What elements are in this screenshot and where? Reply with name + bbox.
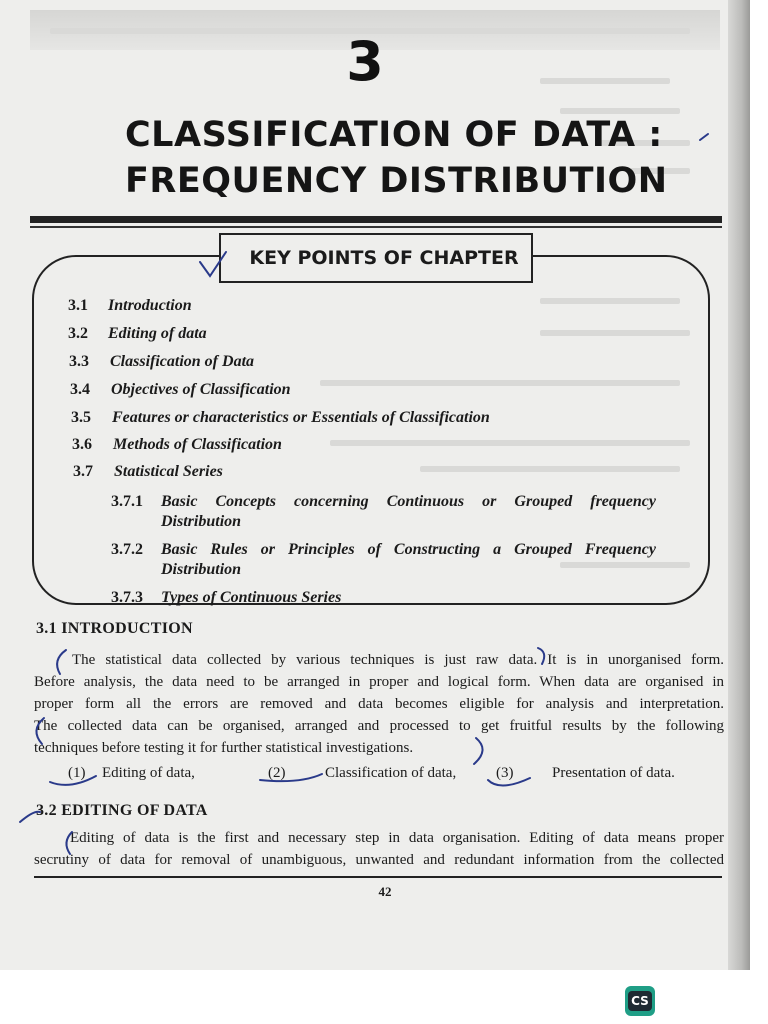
chapter-title-line-1: CLASSIFICATION OF DATA : [125, 115, 663, 155]
toc-text-continued: Distribution [161, 561, 242, 578]
paragraph-line: The statistical data collected by various techniques is just raw data. It is in unorganised form. [72, 652, 724, 668]
toc-number: 3.7.3 [111, 589, 143, 606]
toc-number: 3.4 [70, 381, 90, 398]
list-text: Editing of data, [102, 765, 195, 781]
paragraph-line: Before analysis, the data need to be arranged in proper and logical form. When data are organised in [34, 674, 724, 690]
toc-number: 3.7 [73, 463, 93, 480]
paragraph-line: techniques before testing it for further statistical investigations. [34, 740, 414, 756]
toc-text: Features or characteristics or Essentials of Classification [112, 409, 490, 426]
toc-text: Classification of Data [110, 353, 255, 370]
toc-text: Objectives of Classification [111, 381, 291, 398]
list-text: Presentation of data. [552, 765, 675, 781]
toc-number: 3.5 [71, 409, 91, 426]
toc-text-continued: Distribution [161, 513, 242, 530]
toc-number: 3.7.2 [111, 541, 143, 558]
underline-3 [488, 778, 530, 786]
paragraph-line: secrutiny of data for removal of unambiguous, unwanted and redundant information from the collected [34, 852, 724, 868]
scanner-logo-icon [625, 986, 655, 1016]
toc-number: 3.3 [69, 353, 89, 370]
bracket-data [538, 648, 544, 664]
list-text: Classification of data, [325, 765, 457, 781]
tick-mark-key-points [200, 252, 226, 276]
toc-text: Introduction [108, 297, 192, 314]
toc-text: Types of Continuous Series [161, 589, 342, 606]
scanner-logo-text: CS [628, 991, 652, 1011]
list-number: (1) [68, 765, 86, 781]
underline-1 [50, 776, 96, 785]
page-edge-shadow [728, 0, 750, 970]
key-points-label: KEY POINTS OF CHAPTER [219, 233, 533, 283]
page-number: 42 [378, 884, 392, 899]
bracket-close [474, 738, 483, 764]
list-number: (3) [496, 765, 514, 781]
toc-number: 3.7.1 [111, 493, 143, 510]
bracket-open-1 [57, 650, 66, 674]
underline-2 [260, 774, 322, 781]
toc-text: Basic Rules or Principles of Constructing a Grouped Frequency [161, 541, 656, 558]
chapter-title-line-2: FREQUENCY DISTRIBUTION [125, 161, 668, 201]
list-number: (2) [268, 765, 286, 781]
chapter-number: 3 [346, 30, 384, 93]
section-heading-introduction: 3.1 INTRODUCTION [36, 620, 193, 637]
bracket-open-2 [36, 718, 44, 744]
toc-number: 3.1 [68, 297, 88, 314]
mark-section-2 [20, 812, 40, 822]
paragraph-line: Editing of data is the first and necessary step in data organisation. Editing of data means proper [70, 830, 724, 846]
paragraph-line: The collected data can be organised, arranged and processed to get fruitful results by the following [34, 718, 724, 734]
toc-text: Methods of Classification [113, 436, 282, 453]
toc-number: 3.2 [68, 325, 88, 342]
toc-text: Statistical Series [114, 463, 223, 480]
tick-mark-title [700, 134, 708, 140]
toc-text: Editing of data [108, 325, 207, 342]
bracket-open-3 [66, 832, 72, 854]
toc-text: Basic Concepts concerning Continuous or Grouped frequency [161, 493, 656, 510]
toc-number: 3.6 [72, 436, 92, 453]
paragraph-line: proper form all the errors are removed and data becomes eligible for analysis and interpretation. [34, 696, 724, 712]
section-heading-editing: 3.2 EDITING OF DATA [36, 802, 208, 819]
